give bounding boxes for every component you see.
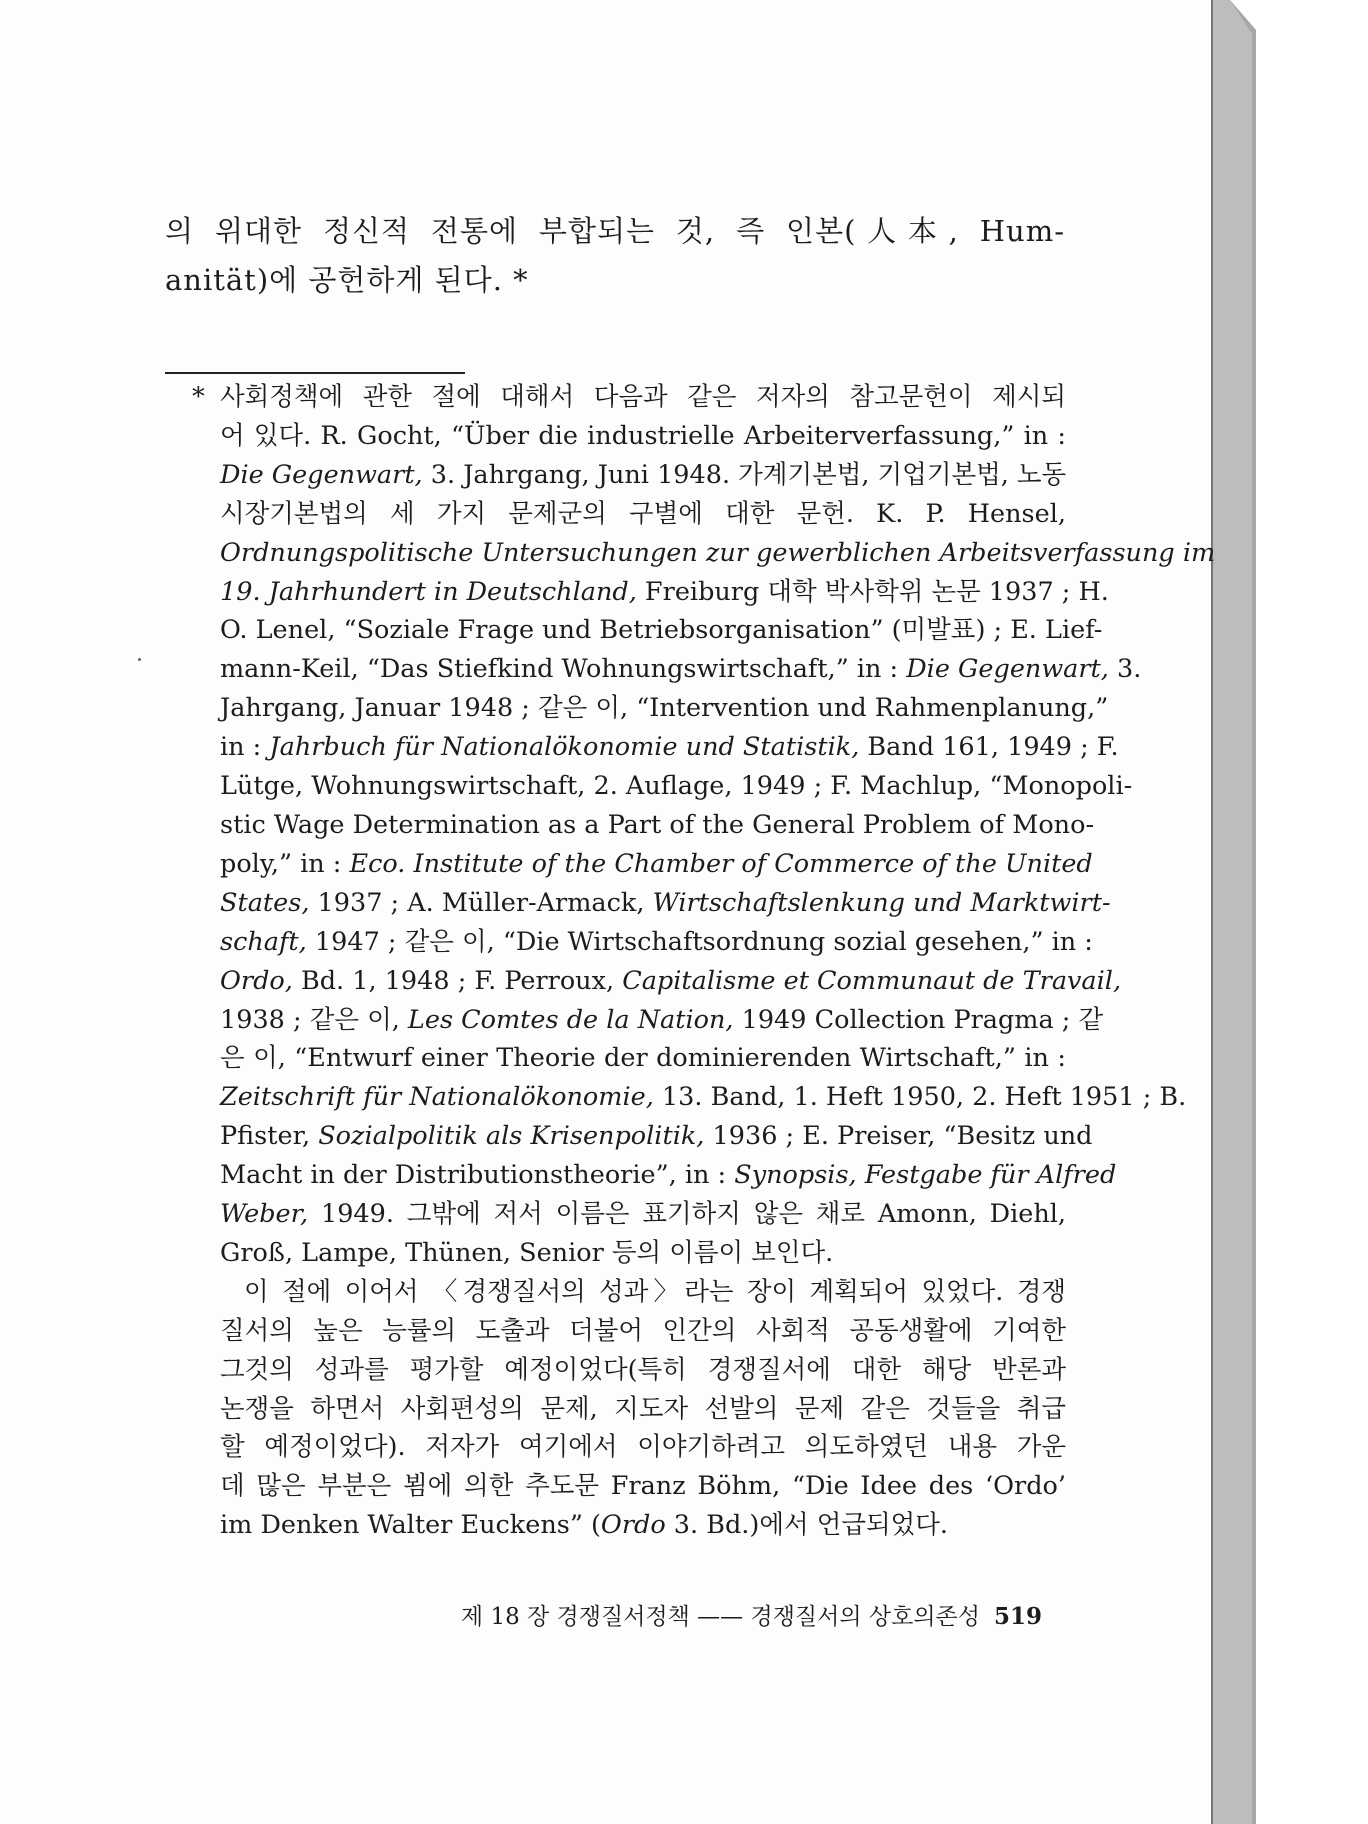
intro-paragraph: [165, 207, 1065, 305]
footnote-line: 은 이, “Entwurf einer Theorie der dominierenden Wirtschaft,” in :: [220, 1043, 1066, 1074]
footnote: [192, 378, 1216, 1545]
footnote-line: 데 많은 부분은 뵘에 의한 추도문 Franz Böhm, “Die Idee des ‘Ordo’: [220, 1471, 1066, 1502]
footnote-line: Pfister, Sozialpolitik als Krisenpolitik, 1936 ; E. Preiser, “Besitz und: [220, 1121, 1093, 1152]
intro-line: anität)에 공헌하게 된다. *: [165, 263, 529, 297]
footnote-line: 어 있다. R. Gocht, “Über die industrielle Arbeiterverfassung,” in :: [220, 420, 1066, 451]
footnote-line: Groß, Lampe, Thünen, Senior 등의 이름이 보인다.: [220, 1237, 834, 1268]
footnote-divider: [165, 372, 465, 374]
footnote-line: schaft, 1947 ; 같은 이, “Die Wirtschaftsordnung sozial gesehen,” in :: [220, 926, 1093, 957]
footnote-line: poly,” in : Eco. Institute of the Chamber of Commerce of the United: [220, 848, 1093, 879]
page-number: 519: [993, 1603, 1042, 1630]
footnote-line: O. Lenel, “Soziale Frage und Betriebsorganisation” (미발표) ; E. Lief-: [220, 615, 1103, 646]
footnote-line: Ordo, Bd. 1, 1948 ; F. Perroux, Capitalisme et Communaut de Travail,: [220, 965, 1122, 996]
footnote-line: 1938 ; 같은 이, Les Comtes de la Nation, 1949 Collection Pragma ; 같: [220, 1004, 1104, 1035]
chapter-title: 제 18 장 경쟁질서정책 —— 경쟁질서의 상호의존성: [460, 1604, 980, 1630]
footnote-line: 그것의 성과를 평가할 예정이었다(특히 경쟁질서에 대한 해당 반론과: [220, 1354, 1066, 1385]
intro-line: 의 위대한 정신적 전통에 부합되는 것, 즉 인본(人本, Hum-: [165, 214, 1065, 248]
footnote-line: 논쟁을 하면서 사회편성의 문제, 지도자 선발의 문제 같은 것들을 취급: [220, 1393, 1066, 1424]
footnote-line: States, 1937 ; A. Müller-Armack, Wirtschaftslenkung und Marktwirt-: [220, 887, 1111, 918]
footnote-line: 이 절에 이어서 〈경쟁질서의 성과〉라는 장이 계획되어 있었다. 경쟁: [244, 1276, 1066, 1307]
footnote-line: Die Gegenwart, 3. Jahrgang, Juni 1948. 가계기본법, 기업기본법, 노동: [220, 459, 1067, 490]
footnote-line: Jahrgang, Januar 1948 ; 같은 이, “Intervention und Rahmenplanung,”: [220, 693, 1109, 724]
scan-dot: [138, 658, 141, 661]
footnote-line: in : Jahrbuch für Nationalökonomie und Statistik, Band 161, 1949 ; F.: [220, 732, 1119, 763]
footnote-line: mann-Keil, “Das Stiefkind Wohnungswirtschaft,” in : Die Gegenwart,: [220, 654, 1109, 685]
footnote-line: 사회정책에 관한 절에 대해서 다음과 같은 저자의 참고문헌이 제시되: [220, 382, 1066, 412]
footnote-line: im Denken Walter Euckens” (Ordo 3. Bd.)에서 언급되었다.: [220, 1510, 949, 1541]
footnote-line: Weber, 1949. 그밖에 저서 이름은 표기하지 않은 채로 Amonn, Diehl,: [220, 1199, 1066, 1230]
footnote-line: Macht in der Distributionstheorie”, in : Synopsis, Festgabe für Alfred: [220, 1160, 1117, 1191]
running-footer: [432, 1598, 1042, 1631]
footnote-line: stic Wage Determination as a Part of the General Problem of Mono-: [220, 809, 1095, 840]
footnote-line: Ordnungspolitische Untersuchungen zur gewerblichen Arbeitsverfassung im: [220, 537, 1216, 568]
footnote-line: Zeitschrift für Nationalökonomie, 13. Band, 1. Heft 1950, 2. Heft 1951 ; B.: [220, 1082, 1187, 1113]
footnote-marker: *: [192, 382, 205, 412]
footnote-line: 19. Jahrhundert in Deutschland, Freiburg 대학 박사학위 논문 1937 ; H.: [220, 576, 1109, 607]
footnote-line: Lütge, Wohnungswirtschaft, 2. Auflage, 1949 ; F. Machlup, “Monopoli-: [220, 771, 1133, 802]
footnote-line: 할 예정이었다). 저자가 여기에서 이야기하려고 의도하였던 내용 가운: [220, 1432, 1066, 1463]
book-page-edge: [1212, 0, 1368, 1824]
footnote-line: 시장기본법의 세 가지 문제군의 구별에 대한 문헌. K. P. Hensel,: [220, 498, 1066, 529]
footnote-line: 질서의 높은 능률의 도출과 더불어 인간의 사회적 공동생활에 기여한: [220, 1315, 1066, 1346]
